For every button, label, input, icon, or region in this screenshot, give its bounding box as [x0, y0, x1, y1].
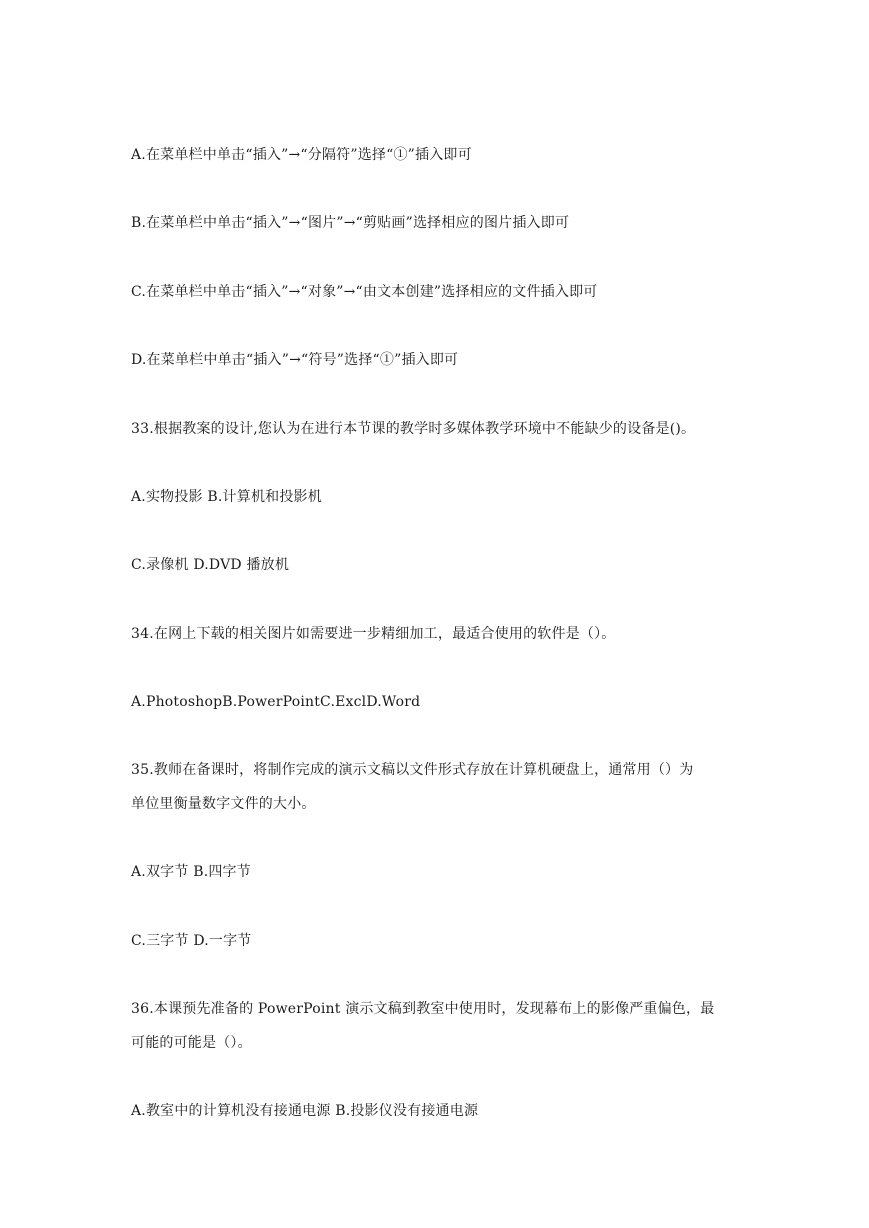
- question-36-options-ab: A.教室中的计算机没有接通电源 B.投影仪没有接通电源: [131, 1103, 479, 1119]
- question-35-text-line1: 35.教师在备课时，将制作完成的演示文稿以文件形式存放在计算机硬盘上，通常用（）为: [131, 762, 694, 778]
- option-a-text: A.在菜单栏中单击“插入”→“分隔符”选择“①”插入即可: [131, 147, 472, 163]
- question-33-options-cd: C.录像机 D.DVD 播放机: [131, 557, 290, 573]
- question-33-text: 33.根据教案的设计,您认为在进行本节课的教学时多媒体教学环境中不能缺少的设备是()。: [131, 421, 696, 437]
- question-35-options-cd: C.三字节 D.一字节: [131, 933, 252, 949]
- question-36-text-line2: 可能的可能是（）。: [131, 1035, 252, 1051]
- question-36-text-line1: 36.本课预先准备的 PowerPoint 演示文稿到教室中使用时，发现幕布上的影像严重偏色，最: [131, 1001, 715, 1017]
- option-c-text: C.在菜单栏中单击“插入”→“对象”→“由文本创建”选择相应的文件插入即可: [131, 284, 598, 300]
- question-33-options-ab: A.实物投影 B.计算机和投影机: [131, 489, 322, 505]
- question-34-text: 34.在网上下载的相关图片如需要进一步精细加工，最适合使用的软件是（）。: [131, 626, 616, 642]
- option-b-text: B.在菜单栏中单击“插入”→“图片”→“剪贴画”选择相应的图片插入即可: [131, 215, 570, 231]
- question-34-options: A.PhotoshopB.PowerPointC.ExclD.Word: [131, 694, 421, 710]
- question-35-options-ab: A.双字节 B.四字节: [131, 864, 251, 880]
- question-35-text-line2: 单位里衡量数字文件的大小。: [131, 796, 316, 812]
- option-d-text: D.在菜单栏中单击“插入”→“符号”选择“①”插入即可: [131, 352, 459, 368]
